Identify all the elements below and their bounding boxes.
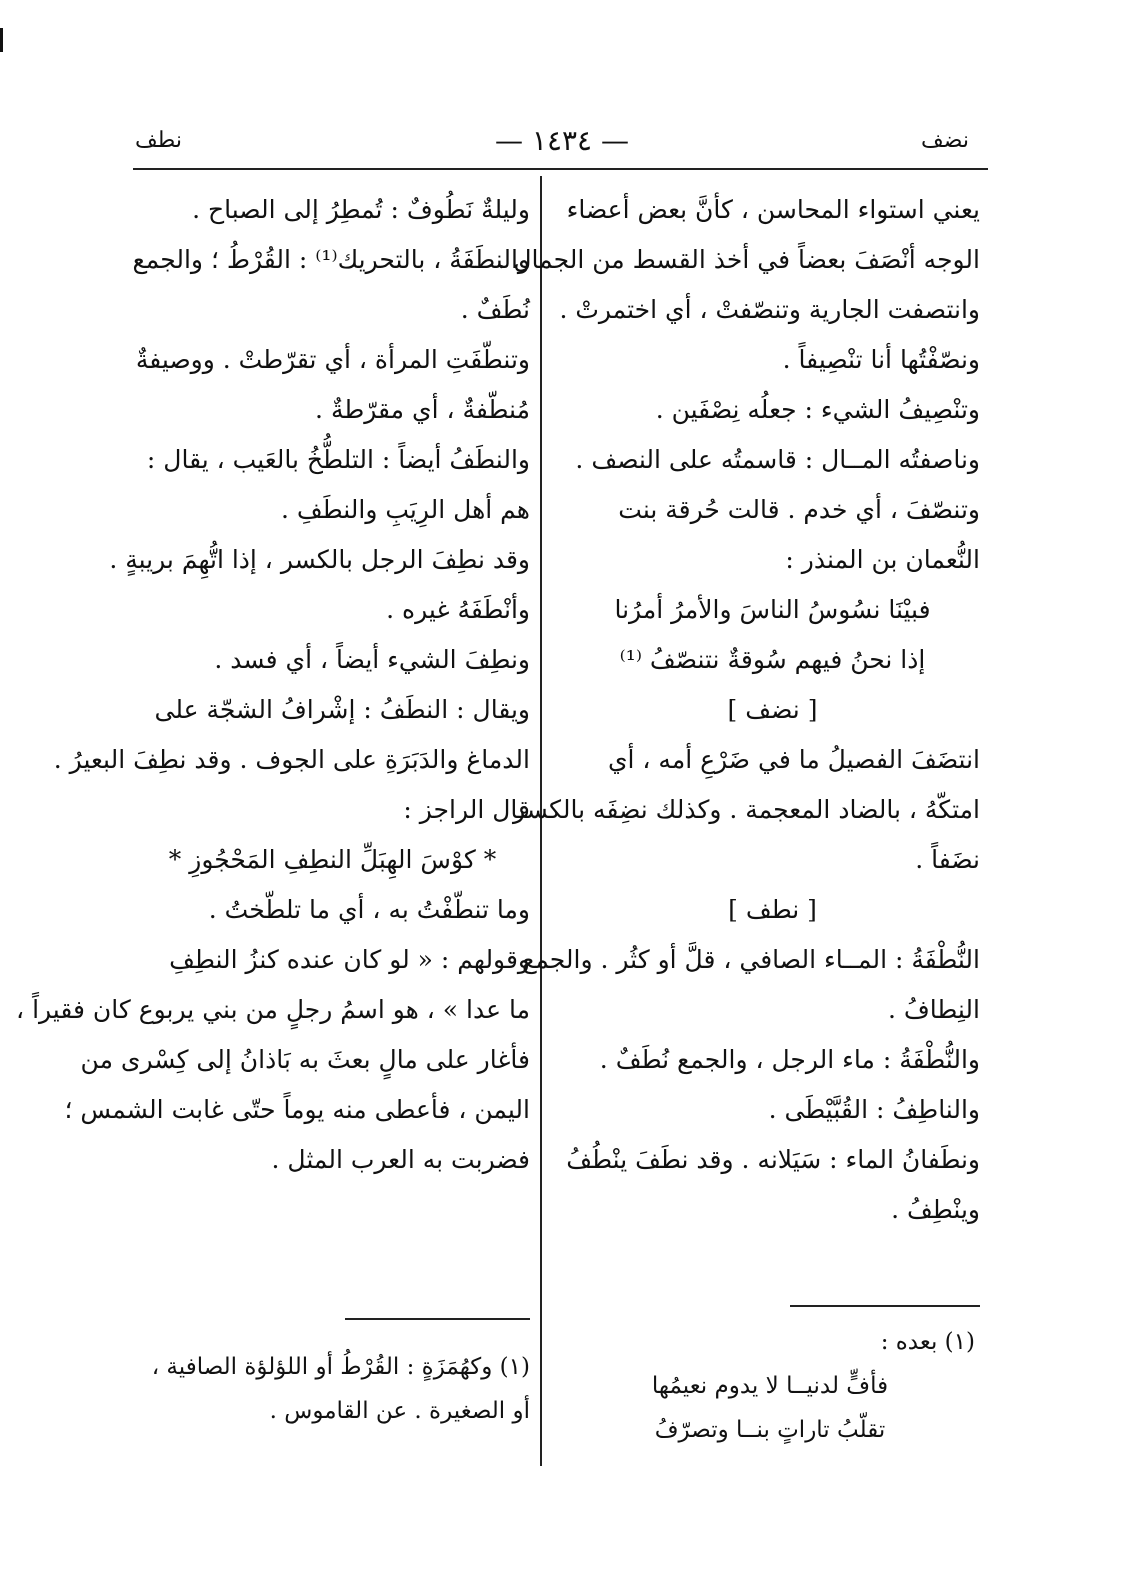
text-line: وتنْصِيفُ الشيء : جعلُه نِصْفَين . [655, 395, 980, 424]
text-line: نضَفاً . [915, 845, 980, 874]
page-number: — ١٤٣٤ — [495, 124, 629, 157]
text-line: الدماغ والدَبَرَةِ على الجوف . وقد نطِفَ البعيرُ . [53, 745, 530, 774]
text-line: فأغار على مالٍ بعثَ به بَاذانُ إلى كِسْرى من [80, 1045, 530, 1074]
footnote-left [135, 1345, 530, 1433]
right-column [497, 185, 980, 1235]
text-line: فضربت به العرب المثل . [271, 1145, 530, 1174]
text-line: وناصفتُه المــال : قاسمتُه على النصف . [575, 445, 980, 474]
text-line: وقولهم : « لو كان عنده كنزُ النطِفِ [169, 945, 530, 974]
text-line: والنطَفَةُ ، بالتحريك⁽¹⁾ : القُرْطُ ؛ والجمع [132, 245, 530, 274]
text-line: يعني استواء المحاسن ، كأنَّ بعض أعضاء [566, 195, 980, 224]
scan-edge-mark [0, 28, 3, 52]
text-line: وأنْطَفَهُ غيره . [386, 595, 530, 624]
verse-line: فبيْنَا نسُوسُ الناسَ والأمرُ أمرُنا [614, 595, 931, 624]
text-line: وليلةٌ نَطُوفٌ : تُمطِرُ إلى الصباح . [192, 195, 530, 224]
text-line: النِطافُ . [887, 995, 980, 1024]
text-line: الوجه أنْصَفَ بعضاً في أخذ القسط من الجمال . [497, 245, 980, 274]
text-line: وينْطِفُ . [891, 1195, 980, 1224]
footnote-line: أو الصغيرة . عن القاموس . [269, 1398, 530, 1424]
text-line: والناطِفُ : القُبَّيْطَى . [768, 1095, 980, 1124]
verse-line: * كوْسَ الهِبَلِّ النطِفِ المَحْجُوزِ * [168, 845, 497, 874]
text-line: وانتصفت الجارية وتنصّفتْ ، أي اختمرتْ . [559, 295, 980, 324]
text-line: مُنطّفةٌ ، أي مقرّطةٌ . [315, 395, 530, 424]
footnote-rule-left [345, 1318, 530, 1320]
text-line: وتنصّفَ ، أي خدم . قالت حُرقة بنت [618, 495, 980, 524]
text-line: انتضَفَ الفصيلُ ما في ضَرْعِ أمه ، أي [607, 745, 980, 774]
text-line: وما تنطّفْتُ به ، أي ما تلطّختُ . [208, 895, 530, 924]
verse-line: إذا نحنُ فيهم سُوقةٌ نتنصّفُ ⁽¹⁾ [619, 645, 926, 674]
text-line: النُّطْفَةُ : المــاء الصافي ، قلَّ أو كثُر . والجمع [522, 945, 980, 974]
text-line: اليمن ، فأعطى منه يوماً حتّى غابت الشمس ؛ [64, 1095, 530, 1124]
text-line: والنطَفُ أيضاً : التلطُّخُ بالعَيب ، يقال : [146, 445, 530, 474]
text-line: ونطَفانُ الماء : سَيَلانه . وقد نطَفَ ينْطُفُ [566, 1145, 980, 1174]
footnote-verse: تقلّبُ تاراتٍ بنــا وتصرّفُ [654, 1417, 886, 1443]
text-line: والنُّطْفَةُ : ماء الرجل ، والجمع نُطَفٌ . [599, 1045, 980, 1074]
text-line: ونصّفْتُها أنا تنْصِيفاً . [782, 345, 980, 374]
header-keyword-right: نضف [921, 128, 969, 153]
entry-heading: [ نطف ] [728, 895, 817, 924]
footnote-line: (١) وكهُمَزَةٍ : القُرْطُ أو اللؤلؤة الصافية ، [151, 1354, 530, 1380]
text-line: وتنطّفَتِ المرأة ، أي تقرّطتْ . ووصيفةٌ [135, 345, 530, 374]
text-line: قال الراجز : [403, 795, 530, 824]
header-rule [133, 168, 988, 170]
text-line: وقد نطِفَ الرجل بالكسر ، إذا اتُّهِمَ بريبةٍ . [109, 545, 530, 574]
text-line: ونطِفَ الشيء أيضاً ، أي فسد . [214, 645, 530, 674]
text-line: ويقال : النطَفُ : إشْرافُ الشجّة على [154, 695, 530, 724]
header-keyword-left: نطف [135, 128, 182, 153]
footnote-line: (١) بعده : [880, 1329, 975, 1355]
text-line: امتكّهُ ، بالضاد المعجمة . وكذلك نضِفَه بالكسر [513, 795, 980, 824]
entry-heading: [ نضف ] [727, 695, 818, 724]
footnote-rule-right [790, 1305, 980, 1307]
text-line: ما عدا » ، هو اسمُ رجلٍ من بني يربوع كان فقيراً ، [16, 995, 530, 1024]
footnote-verse: فأفٍّ لدنيــا لا يدوم نعيمُها [651, 1373, 889, 1399]
left-column [16, 185, 530, 1185]
text-line: النُّعمان بن المنذر : [785, 545, 980, 574]
text-line: نُطَفٌ . [460, 295, 530, 324]
text-line: هم أهل الرِيَبِ والنطَفِ . [280, 495, 530, 524]
footnote-right [565, 1320, 975, 1452]
